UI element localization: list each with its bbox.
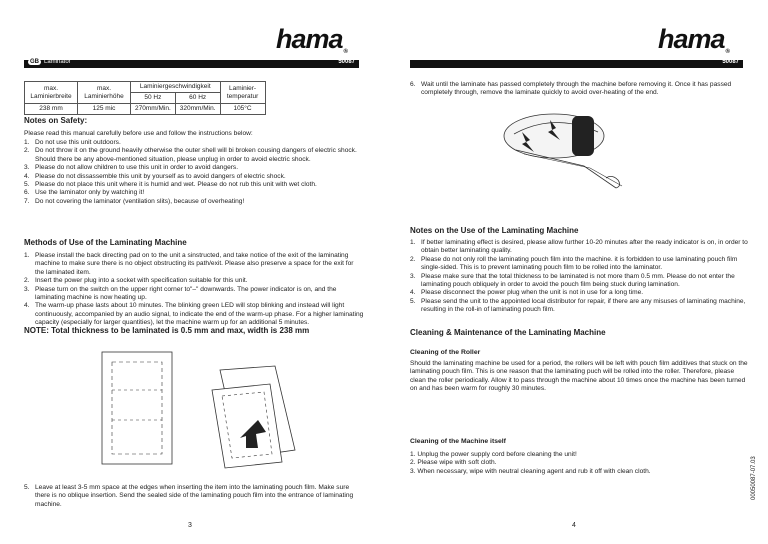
hama-logo: hama® <box>276 24 347 55</box>
spec-header: Laminiergeschwindigkeit <box>131 82 221 93</box>
spec-value: 270mm/Min. <box>131 104 176 115</box>
laminator-removal-illustration <box>494 104 644 194</box>
list-item: 4. Please do not dissassemble this unit by yourself as to avoid dangers of electric shock. <box>24 172 286 180</box>
methods-list <box>24 252 364 328</box>
list-item: 6. Wait until the laminate has passed completely through the machine before removing it. Once it has passed completely through, remove the laminate quickly to avoid over-heating of the end. <box>410 81 732 97</box>
item-5 <box>24 484 354 509</box>
list-item: 2. Please do not only roll the laminating pouch film into the machine. it is forbidden to use laminating pouch film single-sided. This is to prevent laminating pouch film to be rolled into the laminator. <box>410 255 738 272</box>
list-item: 1. Unplug the power supply cord before cleaning the unit! <box>410 451 577 458</box>
list-item: 3. When necessary, wipe with neutral cleaning agent and rub it off with clean cloth. <box>410 467 651 475</box>
spec-table <box>24 81 266 115</box>
list-item: 2. Do not throw it on the ground heavily otherwise the outer shell will bi broken cousing dangers of electric shock. Should there be any above-mentioned situation, please unplug in order to avoid electric shock. <box>24 147 357 163</box>
hama-logo: hama® <box>658 24 729 55</box>
list-item: 2. Insert the power plug into a socket with specification suitable for this unit. <box>24 277 248 285</box>
header-bar <box>24 60 359 68</box>
list-item: 4. Please disconnect the power plug when the unit is not in use for a long time. <box>410 289 644 297</box>
notes-title: Notes on the Use of the Laminating Machine <box>410 226 579 235</box>
machine-list <box>410 451 750 476</box>
spec-value: 238 mm <box>25 104 78 115</box>
list-item: 3. Please do not allow children to use this unit in order to avoid dangers. <box>24 164 239 172</box>
list-item: 6. Use the laminator only by watching it! <box>24 189 145 197</box>
spec-header: Laminier- temperatur <box>220 82 265 104</box>
methods-title: Methods of Use of the Laminating Machine <box>24 238 187 247</box>
spec-header: max. Laminierbreite <box>25 82 78 104</box>
list-item: 1. Please install the back directing pad on to the unit a sinstructed, and take notice of the exit of the laminating machine to make sure there is no object obstructing its path/exit. Please also preserve a space for the exit for the laminated item. <box>24 252 354 276</box>
roller-text: Should the laminating machine be used for a period, the rollers will be left with pouch film additives that stuck on the laminating pouch film. This is one reason that the laminating puch will be rolled into the roller. Therefore, please clean the roller periodically. Allow it to pass through the machine about 10 times once the machine has been turned on and has been warm for roughly 30 minutes. <box>410 360 748 393</box>
header-title: GB Laminator <box>30 59 71 65</box>
page-number: 4 <box>572 522 576 529</box>
pouch-insertion-illustration <box>100 350 310 470</box>
list-item: 1. Do not use this unit outdoors. <box>24 139 121 146</box>
safety-intro: Please read this manual carefully before use and follow the instructions below: <box>24 130 253 137</box>
cleaning-title: Cleaning & Maintenance of the Laminating Machine <box>410 328 606 337</box>
list-item: 5. Please do not place this unit where it is humid and wet. Please do not rub this unit with wet cloth. <box>24 181 317 189</box>
roller-title: Cleaning of the Roller <box>410 349 481 356</box>
list-item: 5. Please send the unit to the appointed local distributor for repair, if there are any misuses of laminating machine, resulting in the roll-in of laminating pouch film. <box>410 297 746 314</box>
list-item: 2. Please wipe with soft cloth. <box>410 459 497 467</box>
list-item: 1. If better laminating effect is desired, please allow further 10-20 minutes after the ready indicator is on, in order to obtain better laminating quality. <box>410 239 748 255</box>
list-item: 4. The warm-up phase lasts about 10 minutes. The blinking green LED will stop blinking and instead will light continuously, accompanied by an audio signal, to indicate the end of the warm-up phase. For a higher laminating capacity (especially for larger quantities), let the machine warm up for an additional 5 minutes. <box>24 302 364 327</box>
spec-value: 125 mic <box>78 104 131 115</box>
list-item: 5. Leave at least 3-5 mm space at the edges when inserting the item into the laminating pouch film. Make sure there is no oblique insertion. Send the sealed side of the laminating pouch film into the entrance of laminating machine. <box>24 484 354 508</box>
spec-header: max. Laminierhöhe <box>78 82 131 104</box>
product-code: 50087 <box>338 59 355 65</box>
safety-title: Notes on Safety: <box>24 116 88 125</box>
list-item: 3. Please make sure that the total thickness to be laminated is not more tham 0.5 mm. Please do not enter the laminating pouch obliquely in order to avoid the pouch film being stuck during lamination. <box>410 272 735 289</box>
spec-subheader: 60 Hz <box>175 93 220 104</box>
list-item: 7. Do not covering the laminator (ventilation slits), because of overheating! <box>24 197 245 205</box>
spec-value: 320mm/Min. <box>175 104 220 115</box>
page-number: 3 <box>188 522 192 529</box>
safety-list <box>24 139 364 206</box>
list-item: 3. Please turn on the switch on the upper right corner to"–" downwards. The power indicator is on, and the laminating machine is now heating up. <box>24 285 337 302</box>
spec-value: 105°C <box>220 104 265 115</box>
item-6 <box>410 81 746 98</box>
document-code: 00050087-07.03 <box>751 456 757 500</box>
right-page <box>384 0 768 544</box>
machine-title: Cleaning of the Machine itself <box>410 438 506 445</box>
spec-subheader: 50 Hz <box>131 93 176 104</box>
header-bar <box>410 60 743 68</box>
thickness-note: NOTE: Total thickness to be laminated is 0.5 mm and max, width is 238 mm <box>24 326 310 335</box>
product-code: 50087 <box>722 59 739 65</box>
notes-list <box>410 239 750 315</box>
